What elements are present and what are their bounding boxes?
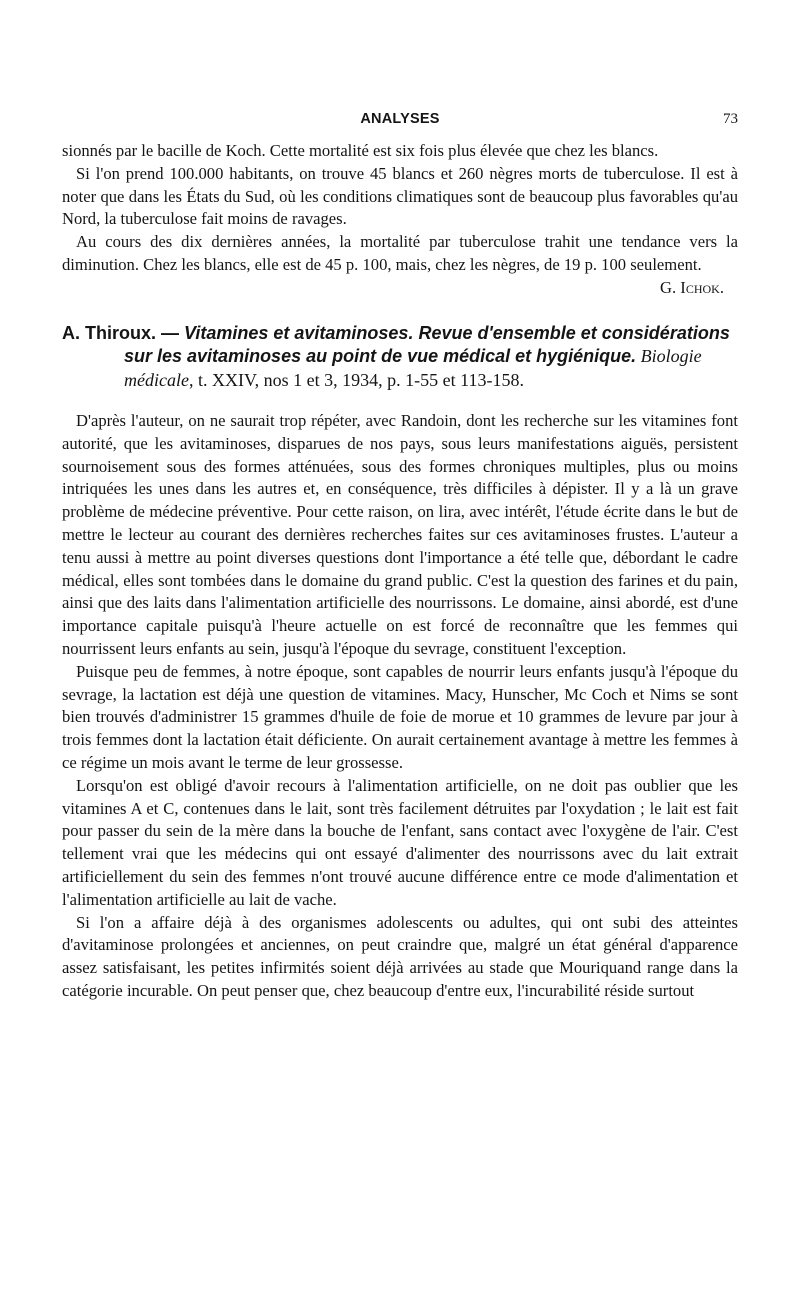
paragraph: Si l'on a affaire déjà à des organismes adolescents ou adultes, qui ont subi des atteintes d'avitaminose prolongées et anciennes, on peut craindre que, malgré un état général d'apparence assez satisfaisant, les petites infirmités soient déjà arrivées au stade que Mouriquand range dans la catégorie incurable. On peut penser que, chez beaucoup d'entre eux, l'incurabilité réside surtout — [62, 912, 738, 1000]
page-number: 73 — [723, 111, 738, 127]
running-title: ANALYSES — [360, 111, 440, 127]
paragraph: Puisque peu de femmes, à notre époque, sont capables de nourrir leurs enfants jusqu'à l'époque du sevrage, la lactation est déjà une question de vitamines. Macy, Hunscher, Mc Coch et Nims se sont bien trouvés d'administrer 15 grammes d'huile de foie de morue et 10 grammes de levure par jour à trois femmes dont la lactation était déficiente. On aurait certainement avantage à mettre les femmes à ce régime un mois avant le terme de leur grossesse. — [62, 661, 738, 773]
reference-author: A. Thiroux. — [62, 322, 156, 343]
paragraph: sionnés par le bacille de Koch. Cette mortalité est six fois plus élevée que chez les blancs. — [62, 141, 659, 160]
reference-details: , t. XXIV, nos 1 et 3, 1934, p. 1-55 et 113-158. — [188, 369, 524, 390]
reviewer-signature: G. Ichok. — [660, 277, 724, 297]
reference-journal: Biologie médicale — [124, 346, 702, 390]
paragraph: Si l'on prend 100.000 habitants, on trouve 45 blancs et 260 nègres morts de tuberculose. Il est à noter que dans les États du Sud, où les conditions climatiques sont de beaucoup plus favorables qu'au Nord, la tuberculose fait moins de ravages. — [62, 163, 738, 229]
review-body — [62, 410, 738, 1003]
running-header — [62, 108, 738, 134]
reference-title: Vitamines et avitaminoses. Revue d'ensemble et considérations sur les avitaminoses au point de vue médical et hygiénique. — [124, 322, 730, 367]
paragraph: D'après l'auteur, on ne saurait trop répéter, avec Randoin, dont les recherche sur les vitamines font autorité, que les avitaminoses, disparues de nos pays, sous leurs manifestations aiguës, persistent sournoisement sous des formes atténuées, sous des formes chroniques multiples, plus ou moins intriquées les unes dans les autres et, en conséquence, très difficiles à dépister. Il y a là un grave problème de médecine préventive. Pour cette raison, on lira, avec intérêt, l'étude écrite dans le but de mettre le lecteur au courant des dernières recherches faites sur ces avitaminoses frustes. L'auteur a tenu aussi à mettre au point diverses questions dont l'importance a été telle que, débordant le cadre médical, elles sont tombées dans le domaine du grand public. C'est la question des farines et du pain, ainsi que des laits dans l'alimentation artificielle des nourrissons. Le domaine, ainsi abordé, est d'une importance capitale puisqu'à l'heure actuelle on est forcé de reconnaître que les femmes qui nourrissent leurs enfants au sein, jusqu'à l'époque du sevrage, constituent l'exception. — [62, 411, 738, 659]
paragraph-text: Au cours des dix dernières années, la mortalité par tuberculose trahit une tendance vers la diminution. Chez les blancs, elle est de 45 p. 100, mais, chez les nègres, de 19 p. 100 seulement. — [62, 232, 738, 274]
previous-review — [62, 140, 738, 300]
paragraph — [62, 231, 738, 277]
reference-dash: — — [156, 322, 185, 343]
document-page — [62, 108, 738, 1003]
reference-entry — [62, 322, 738, 393]
signature-row — [62, 277, 738, 300]
article-reference — [62, 322, 738, 393]
paragraph: Lorsqu'on est obligé d'avoir recours à l'alimentation artificielle, on ne doit pas oublier que les vitamines A et C, contenues dans le lait, sont très facilement détruites par l'oxydation ; le lait est fait pour passer du sein de la mère dans la bouche de l'enfant, sans contact avec l'oxygène de l'air. C'est tellement vrai que les médecins qui ont essayé d'alimenter des nourrissons avec du lait extrait artificiellement du sein des femmes n'ont trouvé aucune différence entre ce mode d'alimentation et l'alimentation artificielle au lait de vache. — [62, 775, 738, 909]
